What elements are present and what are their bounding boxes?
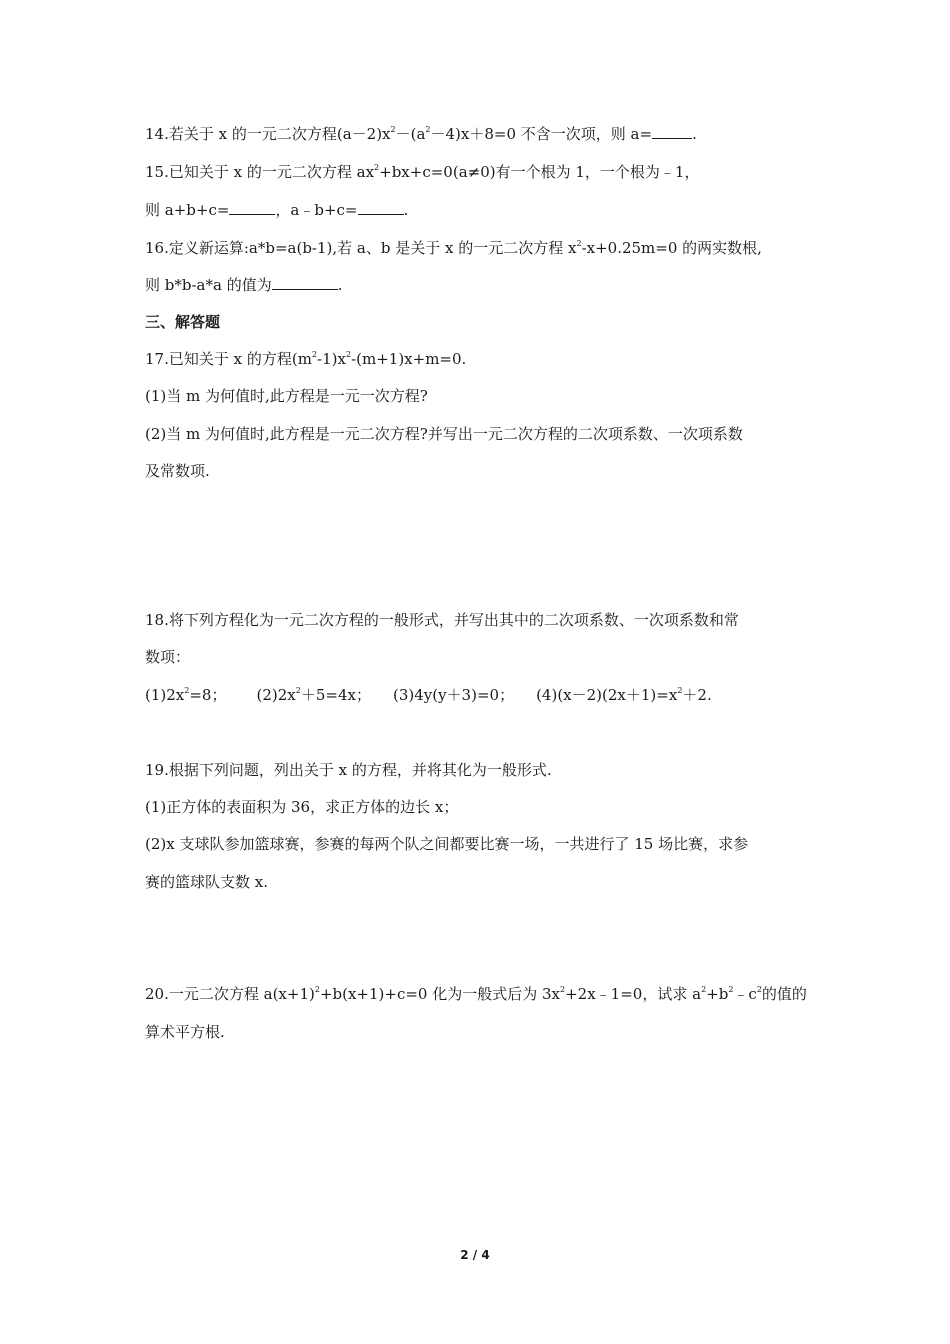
- question-18-line-1: 18.将下列方程化为一元二次方程的一般形式，并写出其中的二次项系数、一次项系数和常: [145, 611, 739, 629]
- question-16-line-2: 则 b*b-a*a 的值为 .: [145, 276, 343, 294]
- question-16-line-1: 16.定义新运算:a*b=a(b-1),若 a、b 是关于 x 的一元二次方程 $x^2-x+0.25m=0$ 的两实数根,: [145, 239, 762, 257]
- superscript: 2: [295, 686, 301, 695]
- answer-blank: [358, 200, 404, 215]
- superscript: 2: [560, 985, 566, 994]
- superscript: 2: [311, 350, 318, 359]
- question-17-line-1: 17.已知关于 x 的方程$(m^2-1)x^2-(m+1)x+m=0$.: [145, 350, 467, 368]
- question-17-part-1: (1)当 m 为何值时,此方程是一元一次方程?: [145, 387, 428, 405]
- superscript: 2: [756, 985, 762, 994]
- question-18-parts: $(1)2x^2=8$； $(2)2x^2+5=4x$； (3)4y(y＋3)=0； $(4)(x-2)(2x+1)=x^2+2$.: [145, 686, 712, 704]
- superscript: 2: [390, 125, 396, 134]
- question-14: 14.若关于 x 的一元二次方程$(a-2)x^2-(a^2-4)x+8=0$ 不含一次项，则 a= .: [145, 125, 697, 143]
- question-20-line-1: 20.一元二次方程 $a(x+1)^2+b(x+1)+c=0$ 化为一般式后为 $3x^2+2x﹣1=0$，试求 $a^2+b^2﹣c^2$的值的: [145, 985, 807, 1003]
- question-19-part-2: (2)x 支球队参加篮球赛，参赛的每两个队之间都要比赛一场，一共进行了 15 场比赛，求参: [145, 835, 749, 853]
- superscript: 2: [701, 985, 707, 994]
- question-18-line-2: 数项：: [145, 648, 191, 666]
- page-number: 2 / 4: [460, 1248, 490, 1262]
- superscript: 2: [677, 686, 683, 695]
- question-19-line-1: 19.根据下列问题，列出关于 x 的方程，并将其化为一般形式.: [145, 761, 552, 779]
- question-15-line-2: 则 a+b+c= ，a﹣b+c= .: [145, 201, 409, 219]
- question-19-part-2-cont: 赛的篮球队支数 x.: [145, 873, 268, 891]
- answer-blank: [272, 275, 338, 290]
- superscript: 2: [184, 686, 190, 695]
- superscript: 2: [314, 985, 320, 994]
- question-15-line-1: 15.已知关于 x 的一元二次方程 $ax^2+bx+c=0(a\ne 0)$有一个根为 1，一个根为﹣1，: [145, 163, 700, 181]
- question-17-part-2: (2)当 m 为何值时,此方程是一元二次方程?并写出一元二次方程的二次项系数、一次项系数: [145, 425, 743, 443]
- superscript: 2: [374, 163, 380, 172]
- answer-blank: [229, 200, 275, 215]
- question-20-line-2: 算术平方根.: [145, 1023, 225, 1041]
- superscript: 2: [425, 125, 431, 134]
- section-heading: 三、解答题: [145, 313, 221, 331]
- question-17-part-2-cont: 及常数项.: [145, 462, 210, 480]
- question-19-part-1: (1)正方体的表面积为 36，求正方体的边长 x；: [145, 798, 459, 816]
- answer-blank: [652, 124, 692, 139]
- superscript: 2: [576, 239, 582, 248]
- superscript: 2: [728, 985, 734, 994]
- superscript: 2: [345, 350, 352, 359]
